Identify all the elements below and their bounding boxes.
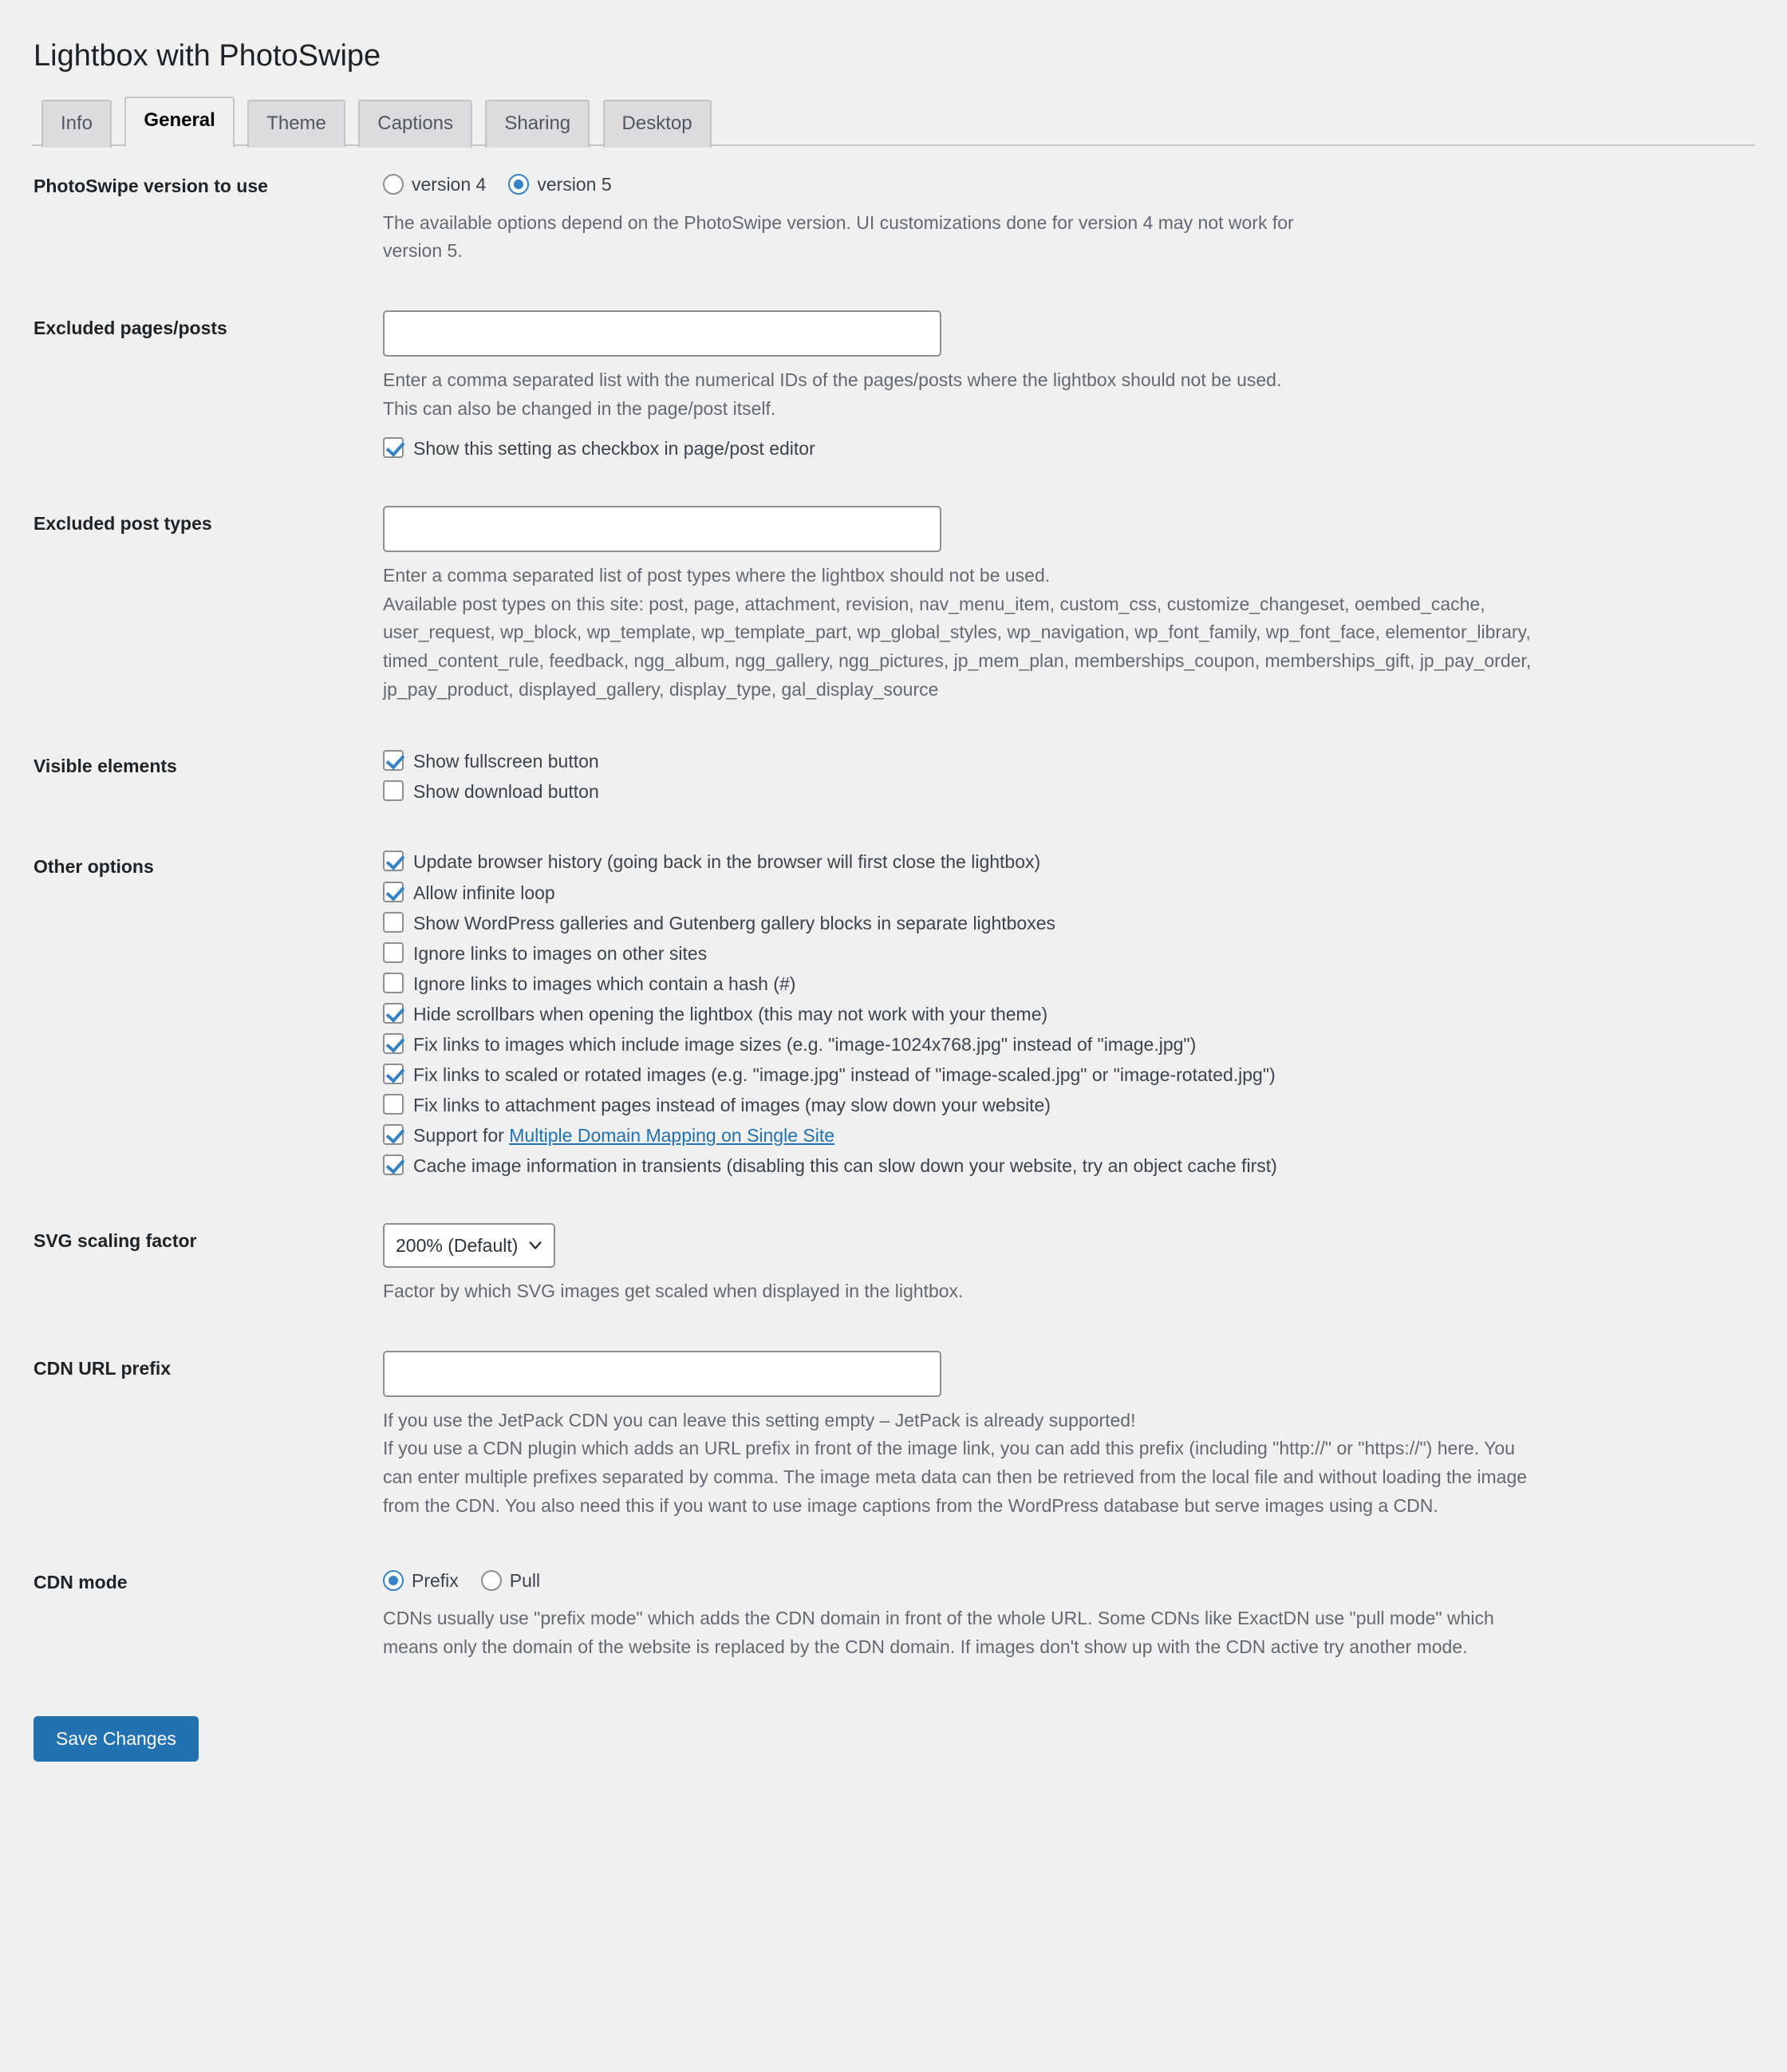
domain-mapping-link[interactable]: Multiple Domain Mapping on Single Site: [509, 1124, 835, 1146]
checkbox-cache-image-info[interactable]: [383, 1153, 1747, 1178]
checkbox-icon-separate-lightboxes[interactable]: [383, 912, 404, 933]
label-cdn-mode: CDN mode: [34, 1572, 128, 1593]
description-excluded-pages-line2: This can also be changed in the page/post itself.: [383, 397, 776, 419]
radio-option-cdn-pull[interactable]: [481, 1568, 540, 1593]
checkbox-fix-image-size-links[interactable]: [383, 1032, 1747, 1057]
description-svg-scaling-factor: Factor by which SVG images get scaled when displayed in the lightbox.: [383, 1281, 964, 1301]
label-other-options: Other options: [34, 856, 154, 878]
cdn-url-prefix-input[interactable]: [383, 1351, 941, 1397]
tab-desktop[interactable]: Desktop: [603, 100, 712, 148]
description-excluded-post-types-line1: Enter a comma separated list of post types where the lightbox should not be used.: [383, 565, 1051, 586]
photoswipe-version-radio-group: [383, 168, 1747, 197]
checkbox-ignore-other-sites[interactable]: [383, 941, 1747, 966]
description-cdn-mode: CDNs usually use "prefix mode" which adds the CDN domain in front of the whole URL. Some CDNs like ExactDN use "pull mode" which means only the domain of the website is replaced by the CDN domain. If images don't show up with the CDN active try another mode.: [383, 1608, 1494, 1658]
submit-area: [32, 1684, 1755, 1794]
checkbox-icon-hide-scrollbars[interactable]: [383, 1003, 404, 1024]
radio-icon-cdn-prefix[interactable]: [383, 1570, 404, 1591]
description-excluded-pages-line1: Enter a comma separated list with the numerical IDs of the pages/posts where the lightbox should not be used.: [383, 369, 1282, 390]
checkbox-label-ignore-other-sites: Ignore links to images on other sites: [413, 942, 708, 964]
cdn-mode-radio-group: [383, 1565, 1747, 1593]
checkbox-label-show-setting-in-editor: Show this setting as checkbox in page/post editor: [413, 438, 815, 460]
excluded-post-types-input[interactable]: [383, 506, 941, 552]
checkbox-fix-scaled-rotated-links[interactable]: [383, 1062, 1747, 1087]
checkbox-label-fix-attachment-page-links: Fix links to attachment pages instead of images (may slow down your website): [413, 1094, 1051, 1115]
general-settings-form: [32, 146, 1755, 1794]
tab-bar: [32, 97, 1755, 146]
checkbox-hide-scrollbars[interactable]: [383, 1001, 1747, 1027]
label-svg-scaling-factor: SVG scaling factor: [34, 1230, 197, 1251]
label-excluded-pages: Excluded pages/posts: [34, 317, 227, 338]
page-title: Lightbox with PhotoSwipe: [34, 39, 381, 73]
checkbox-fix-attachment-page-links[interactable]: [383, 1092, 1747, 1118]
row-other-options: [32, 827, 1755, 1201]
checkbox-label-separate-lightboxes: Show WordPress galleries and Gutenberg gallery blocks in separate lightboxes: [413, 912, 1056, 933]
visible-elements-checkbox-group: [383, 748, 1747, 804]
checkbox-allow-infinite-loop[interactable]: [383, 880, 1747, 906]
radio-option-cdn-prefix[interactable]: [383, 1568, 459, 1593]
description-photoswipe-version: The available options depend on the PhotoSwipe version. UI customizations done for version 4 may not work for version 5.: [383, 211, 1294, 262]
checkbox-domain-mapping[interactable]: [383, 1123, 1747, 1148]
checkbox-icon-cache-image-info[interactable]: [383, 1154, 404, 1175]
row-cdn-url-prefix: [32, 1328, 1755, 1543]
label-photoswipe-version: PhotoSwipe version to use: [34, 176, 268, 197]
checkbox-label-update-browser-history: Update browser history (going back in the browser will first close the lightbox): [413, 851, 1041, 873]
checkbox-label-cache-image-info: Cache image information in transients (disabling this can slow down your website, try an object cache first): [413, 1154, 1277, 1176]
tab-sharing[interactable]: Sharing: [485, 100, 590, 148]
radio-label-cdn-pull: Pull: [509, 1570, 541, 1592]
row-svg-scaling-factor: [32, 1201, 1755, 1328]
tab-theme[interactable]: Theme: [247, 100, 345, 148]
checkbox-icon-show-setting-in-editor[interactable]: [383, 437, 404, 458]
label-cdn-url-prefix: CDN URL prefix: [34, 1357, 172, 1379]
radio-label-cdn-prefix: Prefix: [412, 1570, 459, 1592]
checkbox-icon-domain-mapping[interactable]: [383, 1124, 404, 1145]
checkbox-label-show-fullscreen-button: Show fullscreen button: [413, 751, 599, 772]
row-photoswipe-version: [32, 146, 1755, 287]
checkbox-label-hide-scrollbars: Hide scrollbars when opening the lightbox (this may not work with your theme): [413, 1003, 1048, 1024]
checkbox-label-show-download-button: Show download button: [413, 781, 599, 803]
radio-icon-version-4[interactable]: [383, 174, 404, 195]
label-visible-elements: Visible elements: [34, 756, 177, 777]
tab-info[interactable]: Info: [41, 100, 112, 148]
checkbox-update-browser-history[interactable]: [383, 849, 1747, 874]
description-cdn-url-prefix-line1: If you use the JetPack CDN you can leave this setting empty – JetPack is already supported!: [383, 1409, 1136, 1431]
radio-label-version-5: version 5: [537, 174, 612, 195]
label-excluded-post-types: Excluded post types: [34, 513, 212, 535]
svg-scaling-select[interactable]: [383, 1223, 555, 1268]
description-cdn-url-prefix: [383, 1407, 1548, 1521]
tab-captions[interactable]: Captions: [358, 100, 472, 148]
checkbox-show-fullscreen-button[interactable]: [383, 748, 1747, 774]
row-excluded-pages: [32, 288, 1755, 483]
checkbox-icon-allow-infinite-loop[interactable]: [383, 882, 404, 902]
description-excluded-post-types: [383, 562, 1548, 704]
checkbox-show-download-button[interactable]: [383, 779, 1747, 804]
row-excluded-post-types: [32, 483, 1755, 726]
settings-table: [32, 146, 1755, 1683]
checkbox-icon-ignore-hash-links[interactable]: [383, 973, 404, 993]
save-changes-button[interactable]: Save Changes: [34, 1716, 199, 1762]
checkbox-icon-show-download-button[interactable]: [383, 780, 404, 801]
checkbox-icon-ignore-other-sites[interactable]: [383, 942, 404, 963]
radio-option-version-5[interactable]: [508, 172, 611, 197]
radio-label-version-4: version 4: [412, 174, 487, 195]
checkbox-icon-show-fullscreen-button[interactable]: [383, 750, 404, 771]
checkbox-icon-update-browser-history[interactable]: [383, 851, 404, 871]
description-excluded-pages: [383, 366, 1548, 423]
radio-option-version-4[interactable]: [383, 172, 486, 197]
radio-icon-cdn-pull[interactable]: [481, 1570, 502, 1591]
domain-mapping-prefix-text: Support for: [413, 1124, 510, 1146]
checkbox-label-ignore-hash-links: Ignore links to images which contain a hash (#): [413, 973, 796, 994]
checkbox-icon-fix-scaled-rotated-links[interactable]: [383, 1064, 404, 1084]
excluded-pages-checkbox-group: [383, 436, 1747, 461]
checkbox-label-domain-mapping: [413, 1123, 834, 1148]
description-cdn-url-prefix-line2: If you use a CDN plugin which adds an URL prefix in front of the image link, you can add this prefix (including "http://" or "https://") here. You can enter multiple prefixes separated by comma. The image meta data can then be retrieved from the local file and without loading the image from the CDN. You also need this if you want to use image captions from the WordPress database but serve images using a CDN.: [383, 1438, 1528, 1516]
checkbox-separate-lightboxes[interactable]: [383, 910, 1747, 936]
checkbox-label-allow-infinite-loop: Allow infinite loop: [413, 882, 555, 903]
checkbox-label-fix-scaled-rotated-links: Fix links to scaled or rotated images (e.g. "image.jpg" instead of "image-scaled.jpg" or "image-rotated.jpg"): [413, 1064, 1276, 1085]
checkbox-show-setting-in-editor[interactable]: [383, 436, 1747, 461]
radio-icon-version-5[interactable]: [508, 174, 529, 195]
row-visible-elements: [32, 726, 1755, 827]
row-cdn-mode: [32, 1542, 1755, 1683]
checkbox-icon-fix-attachment-page-links[interactable]: [383, 1094, 404, 1115]
checkbox-label-fix-image-size-links: Fix links to images which include image sizes (e.g. "image-1024x768.jpg" instead of "image.jpg"): [413, 1033, 1197, 1055]
tab-general[interactable]: General: [124, 97, 234, 148]
svg-scaling-select-wrapper: [383, 1223, 555, 1268]
description-available-post-types: Available post types on this site: post, page, attachment, revision, nav_menu_item, custom_css, customize_changeset, oembed_cache, user_request, wp_block, wp_template, wp_template_part, wp_global_styles, wp_navigation, wp_font_family, wp_font_face, elementor_library, timed_content_rule, feedback, ngg_album, ngg_gallery, ngg_pictures, jp_mem_plan, memberships_coupon, memberships_gift, jp_pay_order, jp_pay_product, displayed_gallery, display_type, gal_display_source: [383, 593, 1532, 700]
excluded-pages-input[interactable]: [383, 310, 941, 357]
checkbox-ignore-hash-links[interactable]: [383, 971, 1747, 997]
checkbox-icon-fix-image-size-links[interactable]: [383, 1033, 404, 1054]
other-options-checkbox-group: [383, 849, 1747, 1178]
